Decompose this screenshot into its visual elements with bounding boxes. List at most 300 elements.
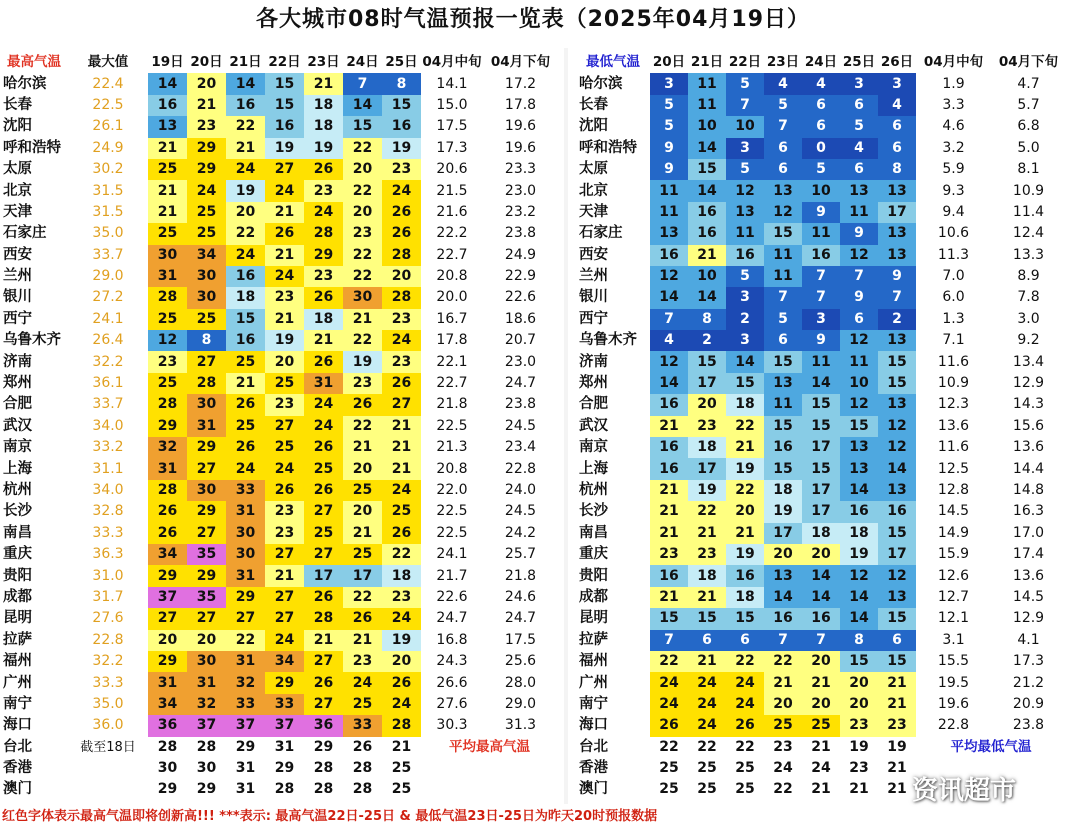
temperature-cell: 7 xyxy=(726,95,764,116)
temperature-cell: 31 xyxy=(187,672,226,693)
temperature-cell: 5 xyxy=(764,95,802,116)
temperature-cell: 29 xyxy=(274,760,295,777)
mid-april-value: 6.0 xyxy=(942,289,965,306)
temperature-cell: 23 xyxy=(382,351,421,372)
footnote: 红色字体表示最高气温即将创新高!!! ***表示: 最高气温22日-25日 & 最低气温23日-25日为昨天20时预报数据 xyxy=(2,809,658,824)
temperature-cell: 28 xyxy=(304,608,343,629)
city-name: 重庆 xyxy=(579,546,608,563)
city-name: 南宁 xyxy=(3,695,32,712)
temperature-cell: 19 xyxy=(265,138,304,159)
temperature-cell: 5 xyxy=(764,309,802,330)
temperature-cell: 25 xyxy=(343,544,382,565)
temperature-cell: 14 xyxy=(148,73,187,94)
mid-april-value: 10.6 xyxy=(937,225,970,242)
temperature-cell: 25 xyxy=(187,223,226,244)
temperature-cell: 24 xyxy=(382,330,421,351)
temperature-cell: 23 xyxy=(265,394,304,415)
city-name: 昆明 xyxy=(3,610,32,627)
temperature-cell: 26 xyxy=(304,587,343,608)
column-header: 25日 xyxy=(385,54,418,71)
table-row xyxy=(0,779,558,800)
city-name: 长春 xyxy=(3,96,32,113)
city-name: 沈阳 xyxy=(3,118,32,135)
temperature-cell: 24 xyxy=(382,480,421,501)
mid-april-value: 22.2 xyxy=(436,225,468,242)
city-name: 武汉 xyxy=(3,417,32,434)
late-april-value: 28.0 xyxy=(504,674,537,691)
temperature-cell: 7 xyxy=(802,287,840,308)
temperature-cell: 31 xyxy=(187,416,226,437)
temperature-cell: 12 xyxy=(148,330,187,351)
column-header: 23日 xyxy=(766,54,800,71)
temperature-cell: 11 xyxy=(688,73,726,94)
table-row xyxy=(576,694,1066,715)
temperature-cell: 13 xyxy=(878,330,916,351)
temperature-cell: 15 xyxy=(764,351,802,372)
temperature-cell: 29 xyxy=(157,781,178,798)
table-row xyxy=(576,501,1066,522)
mid-april-value: 3.2 xyxy=(942,139,965,156)
temperature-cell: 6 xyxy=(764,330,802,351)
temperature-cell: 27 xyxy=(265,544,304,565)
table-row xyxy=(576,480,1066,501)
temperature-cell: 22 xyxy=(773,781,793,798)
temperature-cell: 21 xyxy=(878,694,916,715)
temperature-cell: 15 xyxy=(343,116,382,137)
mid-april-value: 20.6 xyxy=(436,161,468,178)
temperature-cell: 21 xyxy=(650,480,688,501)
temperature-cell: 15 xyxy=(878,523,916,544)
temperature-cell: 17 xyxy=(764,523,802,544)
temperature-cell: 29 xyxy=(196,781,217,798)
table-row xyxy=(576,287,1066,308)
temperature-cell: 18 xyxy=(304,116,343,137)
temperature-cell: 29 xyxy=(187,565,226,586)
temperature-cell: 28 xyxy=(382,287,421,308)
temperature-cell: 12 xyxy=(840,565,878,586)
max-table-header-row xyxy=(0,52,558,73)
city-name: 西安 xyxy=(579,246,608,263)
table-row xyxy=(0,180,558,201)
mid-april-value: 30.3 xyxy=(436,717,468,734)
city-name: 南昌 xyxy=(579,524,608,541)
mid-april-value: 22.6 xyxy=(436,588,468,605)
city-name: 贵阳 xyxy=(3,567,32,584)
max-value: 24.1 xyxy=(92,310,124,327)
temperature-cell: 25 xyxy=(226,416,265,437)
mid-april-value: 14.9 xyxy=(937,524,970,541)
temperature-cell: 23 xyxy=(304,266,343,287)
temperature-cell: 22 xyxy=(343,416,382,437)
temperature-cell: 30 xyxy=(187,266,226,287)
column-header: 04月下旬 xyxy=(998,54,1059,71)
table-row xyxy=(0,95,558,116)
temperature-cell: 29 xyxy=(187,138,226,159)
temperature-cell: 3 xyxy=(878,73,916,94)
temperature-cell: 32 xyxy=(187,694,226,715)
temperature-cell: 29 xyxy=(265,672,304,693)
max-value: 33.3 xyxy=(92,524,124,541)
temperature-cell: 22 xyxy=(226,223,265,244)
temperature-cell: 25 xyxy=(659,760,679,777)
temperature-cell: 24 xyxy=(688,672,726,693)
temperature-cell: 16 xyxy=(226,95,265,116)
max-value: 35.0 xyxy=(92,695,124,712)
temperature-cell: 14 xyxy=(650,287,688,308)
temperature-cell: 12 xyxy=(878,437,916,458)
table-row xyxy=(576,544,1066,565)
temperature-cell: 18 xyxy=(688,565,726,586)
city-name: 香港 xyxy=(579,760,608,777)
mid-april-value: 13.6 xyxy=(937,417,970,434)
city-name: 太原 xyxy=(3,161,32,178)
temperature-cell: 24 xyxy=(343,672,382,693)
mid-april-value: 24.3 xyxy=(436,653,468,670)
max-value: 24.9 xyxy=(92,139,124,156)
temperature-cell: 7 xyxy=(764,287,802,308)
temperature-cell: 14 xyxy=(650,373,688,394)
mid-april-value: 24.1 xyxy=(436,546,468,563)
temperature-cell: 15 xyxy=(878,651,916,672)
temperature-cell: 21 xyxy=(764,672,802,693)
temperature-cell: 21 xyxy=(226,138,265,159)
temperature-cell: 13 xyxy=(878,587,916,608)
temperature-cell: 6 xyxy=(802,116,840,137)
temperature-cell: 20 xyxy=(187,73,226,94)
max-value: 32.8 xyxy=(92,503,124,520)
temperature-cell: 5 xyxy=(650,95,688,116)
city-name: 台北 xyxy=(3,738,32,755)
temperature-cell: 28 xyxy=(304,223,343,244)
table-row xyxy=(576,266,1066,287)
temperature-cell: 20 xyxy=(764,544,802,565)
temperature-cell: 29 xyxy=(187,501,226,522)
temperature-cell: 25 xyxy=(697,760,717,777)
mid-april-value: 9.3 xyxy=(942,182,965,199)
late-april-value: 14.8 xyxy=(1012,482,1045,498)
mid-april-value: 1.3 xyxy=(942,310,965,327)
temperature-cell: 31 xyxy=(148,266,187,287)
temperature-cell: 13 xyxy=(764,373,802,394)
temperature-cell: 23 xyxy=(382,309,421,330)
temperature-cell: 21 xyxy=(887,781,907,798)
watermark: 资讯超市 xyxy=(912,776,1017,806)
column-header: 04月中旬 xyxy=(422,54,482,71)
temperature-cell: 13 xyxy=(764,180,802,201)
temperature-cell: 18 xyxy=(226,287,265,308)
temperature-cell: 22 xyxy=(659,738,679,755)
table-row xyxy=(0,202,558,223)
temperature-cell: 6 xyxy=(840,159,878,180)
temperature-cell: 16 xyxy=(650,245,688,266)
table-row xyxy=(576,180,1066,201)
temperature-cell: 26 xyxy=(304,480,343,501)
temperature-cell: 17 xyxy=(304,565,343,586)
table-row xyxy=(0,672,558,693)
city-name: 南京 xyxy=(579,439,608,456)
temperature-cell: 21 xyxy=(849,781,869,798)
temperature-cell: 21 xyxy=(688,587,726,608)
temperature-cell: 9 xyxy=(840,223,878,244)
mid-april-value: 22.5 xyxy=(436,524,468,541)
city-name: 海口 xyxy=(579,717,608,734)
temperature-cell: 15 xyxy=(226,309,265,330)
temperature-cell: 27 xyxy=(187,351,226,372)
mid-april-value: 20.0 xyxy=(436,289,468,306)
table-row xyxy=(0,138,558,159)
temperature-cell: 25 xyxy=(382,501,421,522)
temperature-cell: 23 xyxy=(878,715,916,736)
table-row xyxy=(576,565,1066,586)
column-header: 04月中旬 xyxy=(923,54,984,71)
late-april-value: 14.5 xyxy=(1012,588,1045,605)
temperature-cell: 22 xyxy=(382,544,421,565)
temperature-cell: 26 xyxy=(382,523,421,544)
temperature-cell: 15 xyxy=(764,223,802,244)
table-row xyxy=(576,630,1066,651)
late-april-value: 24.7 xyxy=(504,610,537,627)
temperature-cell: 16 xyxy=(650,565,688,586)
temperature-cell: 17 xyxy=(343,565,382,586)
temperature-cell: 16 xyxy=(265,116,304,137)
temperature-cell: 23 xyxy=(343,223,382,244)
temperature-cell: 32 xyxy=(226,672,265,693)
temperature-cell: 3 xyxy=(726,138,764,159)
temperature-cell: 21 xyxy=(688,245,726,266)
temperature-cell: 25 xyxy=(187,202,226,223)
city-name: 长沙 xyxy=(579,503,608,520)
temperature-cell: 0 xyxy=(802,138,840,159)
table-row xyxy=(0,266,558,287)
temperature-cell: 26 xyxy=(650,715,688,736)
temperature-cell: 27 xyxy=(265,416,304,437)
column-header: 24日 xyxy=(346,54,379,71)
temperature-cell: 21 xyxy=(187,95,226,116)
temperature-cell: 16 xyxy=(764,608,802,629)
city-name: 广州 xyxy=(3,674,32,691)
mid-april-value: 22.8 xyxy=(937,717,970,734)
temperature-cell: 21 xyxy=(382,458,421,479)
mid-april-value: 12.8 xyxy=(937,482,970,498)
temperature-cell: 4 xyxy=(764,73,802,94)
max-value: 35.0 xyxy=(92,225,124,242)
temperature-cell: 21 xyxy=(391,738,412,755)
temperature-cell: 13 xyxy=(878,480,916,501)
temperature-cell: 21 xyxy=(265,245,304,266)
late-april-value: 14.4 xyxy=(1012,460,1045,477)
late-april-value: 24.2 xyxy=(504,524,537,541)
max-value: 31.7 xyxy=(92,588,124,605)
temperature-cell: 37 xyxy=(148,587,187,608)
temperature-cell: 28 xyxy=(148,394,187,415)
late-april-value: 18.6 xyxy=(504,310,537,327)
temperature-cell: 22 xyxy=(343,587,382,608)
temperature-cell: 20 xyxy=(764,694,802,715)
late-april-value: 4.1 xyxy=(1017,631,1040,648)
temperature-cell: 6 xyxy=(840,309,878,330)
temperature-cell: 15 xyxy=(878,373,916,394)
min-table-body xyxy=(576,73,1066,800)
temperature-cell: 25 xyxy=(391,781,412,798)
max-value: 31.5 xyxy=(92,203,124,220)
city-name: 福州 xyxy=(579,653,608,670)
table-row xyxy=(576,116,1066,137)
temperature-cell: 25 xyxy=(735,760,755,777)
temperature-cell: 20 xyxy=(187,630,226,651)
temperature-cell: 12 xyxy=(840,245,878,266)
temperature-cell: 12 xyxy=(764,202,802,223)
temperature-cell: 33 xyxy=(343,715,382,736)
max-value xyxy=(68,779,148,800)
temperature-cell: 29 xyxy=(226,587,265,608)
table-row xyxy=(0,587,558,608)
temperature-cell: 15 xyxy=(840,651,878,672)
temperature-cell: 31 xyxy=(226,651,265,672)
temperature-cell: 14 xyxy=(802,587,840,608)
city-name: 北京 xyxy=(579,182,608,199)
max-value: 34.0 xyxy=(92,417,124,434)
temperature-cell: 25 xyxy=(764,715,802,736)
late-april-value: 17.2 xyxy=(504,75,537,92)
temperature-cell: 25 xyxy=(697,781,717,798)
city-name: 天津 xyxy=(579,203,608,220)
temperature-cell: 14 xyxy=(688,138,726,159)
temperature-cell: 8 xyxy=(878,159,916,180)
temperature-cell: 29 xyxy=(148,416,187,437)
temperature-cell: 3 xyxy=(726,287,764,308)
table-row xyxy=(576,523,1066,544)
temperature-cell: 26 xyxy=(304,287,343,308)
temperature-cell: 10 xyxy=(688,266,726,287)
table-row xyxy=(0,373,558,394)
temperature-cell: 24 xyxy=(650,694,688,715)
late-april-value: 15.6 xyxy=(1012,417,1045,434)
table-row xyxy=(576,202,1066,223)
city-name: 沈阳 xyxy=(579,118,608,135)
temperature-cell: 25 xyxy=(148,159,187,180)
late-april-value: 17.0 xyxy=(1012,524,1045,541)
temperature-cell: 21 xyxy=(726,437,764,458)
temperature-cell: 26 xyxy=(265,480,304,501)
mid-april-value: 17.3 xyxy=(436,139,468,156)
table-row xyxy=(0,523,558,544)
temperature-cell: 13 xyxy=(726,202,764,223)
temperature-cell: 27 xyxy=(382,394,421,415)
late-april-value: 14.3 xyxy=(1012,396,1045,413)
temperature-cell: 3 xyxy=(650,73,688,94)
temperature-cell: 14 xyxy=(878,458,916,479)
mid-april-value: 12.3 xyxy=(937,396,970,413)
temperature-cell: 26 xyxy=(382,672,421,693)
temperature-cell: 15 xyxy=(802,394,840,415)
temperature-cell: 17 xyxy=(688,373,726,394)
temperature-cell: 21 xyxy=(382,437,421,458)
column-header: 24日 xyxy=(804,54,838,71)
temperature-cell: 18 xyxy=(802,523,840,544)
temperature-cell: 23 xyxy=(265,287,304,308)
city-name: 合肥 xyxy=(3,396,32,413)
temperature-cell: 12 xyxy=(840,394,878,415)
temperature-cell: 24 xyxy=(811,760,831,777)
mid-april-value: 26.6 xyxy=(436,674,468,691)
temperature-cell: 28 xyxy=(352,781,373,798)
temperature-cell: 16 xyxy=(802,608,840,629)
temperature-cell: 31 xyxy=(235,781,256,798)
temperature-cell: 20 xyxy=(382,266,421,287)
temperature-cell: 24 xyxy=(688,715,726,736)
mid-april-value xyxy=(421,779,483,800)
mid-april-value: 22.5 xyxy=(436,417,468,434)
late-april-value: 24.7 xyxy=(504,375,537,392)
table-row xyxy=(0,715,558,736)
temperature-cell: 34 xyxy=(187,245,226,266)
mid-april-value: 19.6 xyxy=(937,695,970,712)
temperature-cell: 12 xyxy=(650,351,688,372)
temperature-cell: 21 xyxy=(148,138,187,159)
late-april-value: 11.4 xyxy=(1012,203,1045,220)
temperature-cell: 15 xyxy=(265,73,304,94)
late-april-value xyxy=(483,779,558,800)
late-april-value: 24.5 xyxy=(504,503,537,520)
column-header: 26日 xyxy=(880,54,914,71)
temperature-cell: 27 xyxy=(265,608,304,629)
temperature-cell: 23 xyxy=(382,159,421,180)
mid-april-value: 11.6 xyxy=(937,353,970,370)
city-name: 上海 xyxy=(3,460,32,477)
temperature-cell: 20 xyxy=(343,458,382,479)
temperature-cell: 19 xyxy=(726,458,764,479)
temperature-cell: 21 xyxy=(802,672,840,693)
temperature-cell: 15 xyxy=(726,373,764,394)
temperature-cell: 13 xyxy=(878,394,916,415)
table-row xyxy=(576,416,1066,437)
temperature-cell: 22 xyxy=(343,330,382,351)
temperature-cell: 20 xyxy=(343,501,382,522)
temperature-cell: 15 xyxy=(688,159,726,180)
city-name: 杭州 xyxy=(579,482,608,498)
temperature-cell: 10 xyxy=(840,373,878,394)
average-label: 平均最低气温 xyxy=(950,738,1032,755)
temperature-cell: 9 xyxy=(802,202,840,223)
late-april-value: 20.7 xyxy=(504,332,537,349)
table-row xyxy=(0,458,558,479)
city-name: 澳门 xyxy=(3,781,32,798)
city-name: 昆明 xyxy=(579,610,608,627)
city-name: 拉萨 xyxy=(3,631,32,648)
mid-april-value: 21.8 xyxy=(436,396,468,413)
max-value: 34.0 xyxy=(92,482,124,498)
temperature-cell: 21 xyxy=(726,523,764,544)
temperature-cell: 21 xyxy=(265,202,304,223)
temperature-cell: 25 xyxy=(735,781,755,798)
temperature-cell: 27 xyxy=(187,458,226,479)
temperature-cell: 26 xyxy=(382,223,421,244)
city-name: 贵阳 xyxy=(579,567,608,584)
temperature-cell: 29 xyxy=(148,565,187,586)
mid-april-value: 21.3 xyxy=(436,439,468,456)
temperature-cell: 22 xyxy=(343,138,382,159)
temperature-cell: 16 xyxy=(650,437,688,458)
temperature-cell: 25 xyxy=(148,373,187,394)
temperature-cell: 8 xyxy=(382,73,421,94)
late-april-value: 4.7 xyxy=(1017,75,1040,92)
temperature-cell: 20 xyxy=(688,394,726,415)
temperature-cell: 7 xyxy=(802,266,840,287)
city-name: 兰州 xyxy=(3,268,32,285)
city-name: 南宁 xyxy=(579,695,608,712)
temperature-cell: 29 xyxy=(313,738,334,755)
late-april-value: 23.4 xyxy=(504,439,537,456)
